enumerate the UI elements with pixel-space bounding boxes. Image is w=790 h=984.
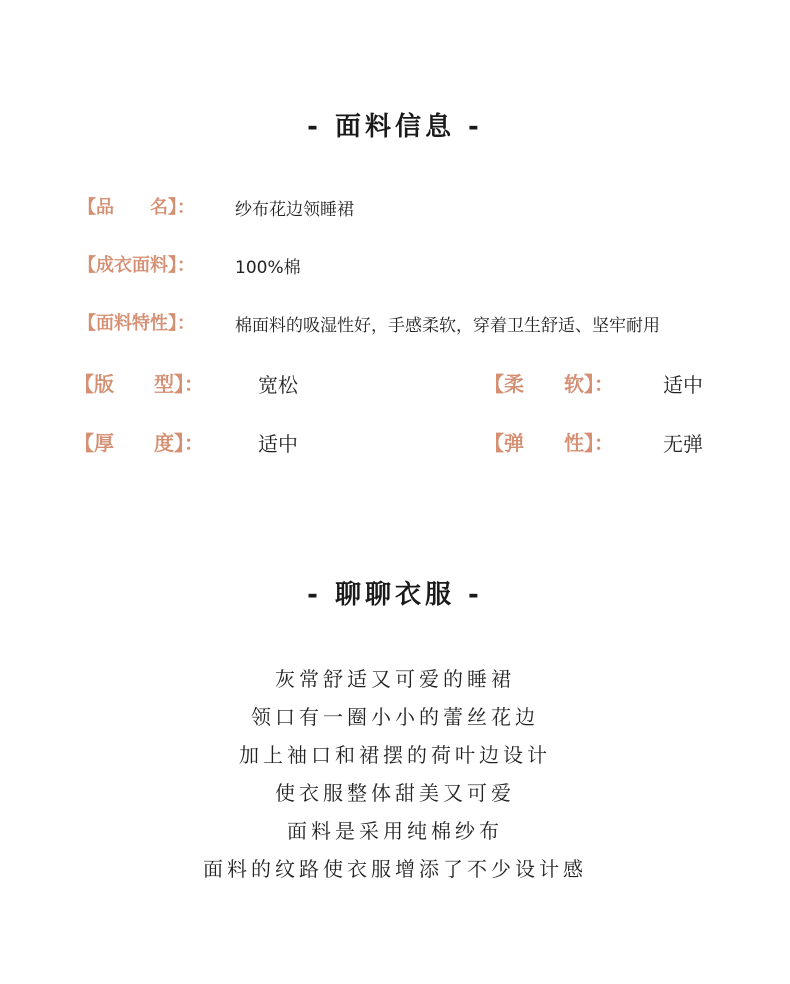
- description-line: 使衣服整体甜美又可爱: [275, 781, 515, 805]
- spec-label-elasticity: 【弹 性】：: [484, 431, 614, 455]
- description-line: 加上袖口和裙摆的荷叶边设计: [239, 743, 551, 767]
- description-line: 灰常舒适又可爱的睡裙: [275, 667, 515, 691]
- description-line: 领口有一圈小小的蕾丝花边: [251, 705, 539, 729]
- spec-value-softness: 适中: [663, 373, 703, 397]
- spec-value-thickness: 适中: [258, 432, 298, 456]
- fabric-section-title: - 面料信息 -: [307, 112, 483, 142]
- spec-value-fit: 宽松: [258, 373, 298, 397]
- spec-value-name: 纱布花边领睡裙: [235, 200, 354, 220]
- spec-label-material: 【成衣面料】：: [78, 255, 195, 276]
- description-line: 面料是采用纯棉纱布: [287, 819, 503, 843]
- spec-value-elasticity: 无弹: [663, 432, 703, 456]
- description-block: [0, 660, 790, 888]
- spec-label-properties: 【面料特性】：: [78, 313, 195, 334]
- spec-label-thickness: 【厚 度】：: [74, 431, 204, 455]
- spec-value-properties: 棉面料的吸湿性好，手感柔软，穿着卫生舒适、坚牢耐用: [235, 316, 660, 336]
- chat-section-title: - 聊聊衣服 -: [307, 580, 483, 610]
- spec-label-fit: 【版 型】：: [74, 372, 204, 396]
- spec-label-name: 【品 名】：: [78, 197, 195, 218]
- spec-value-material: 100%棉: [235, 258, 301, 278]
- description-line: 面料的纹路使衣服增添了不少设计感: [203, 857, 587, 881]
- spec-label-softness: 【柔 软】：: [484, 372, 614, 396]
